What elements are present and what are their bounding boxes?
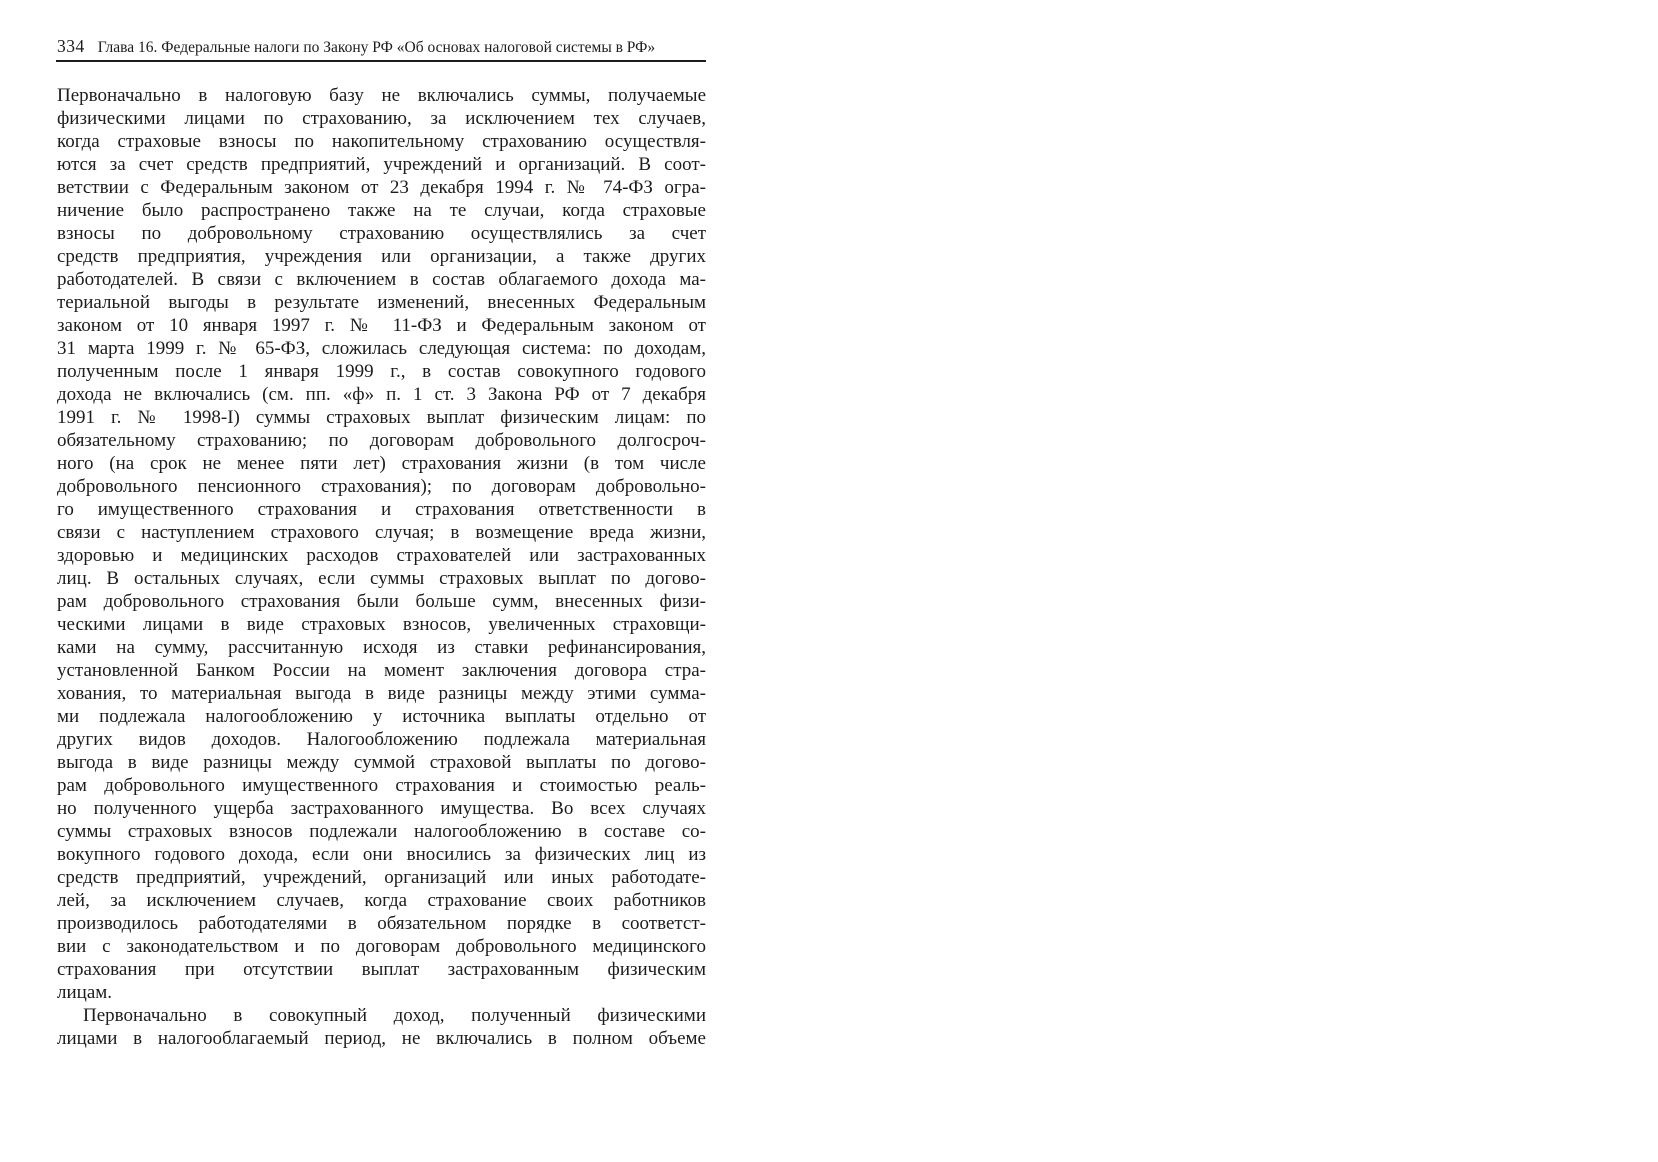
text-line: ми подлежала налогообложению у источника выплаты отдельно от — [57, 706, 706, 727]
text-line: физическими лицами по страхованию, за исключением тех случаев, — [57, 108, 706, 129]
running-head-title: Глава 16. Федеральные налоги по Закону РФ «Об основах налоговой системы в РФ» — [97, 39, 656, 56]
text-line: лиц. В остальных случаях, если суммы страховых выплат по догово- — [57, 568, 706, 589]
text-line: Первоначально в совокупный доход, полученный физическими — [83, 1005, 706, 1026]
text-line: средств предприятия, учреждения или организации, а также других — [57, 246, 706, 267]
header-rule — [56, 60, 706, 62]
text-line: хования, то материальная выгода в виде разницы между этими сумма- — [57, 683, 706, 704]
text-line: других видов доходов. Налогообложению подлежала материальная — [57, 729, 706, 750]
page-number: 334 — [57, 36, 85, 56]
text-line: териальной выгоды в результате изменений, внесенных Федеральным — [57, 292, 706, 313]
text-line: здоровью и медицинских расходов страхователей или застрахованных — [57, 545, 706, 566]
text-line: ничение было распространено также на те случаи, когда страховые — [57, 200, 706, 221]
text-line: Первоначально в налоговую базу не включались суммы, получаемые — [57, 85, 706, 106]
text-line: установленной Банком России на момент заключения договора стра- — [57, 660, 706, 681]
text-line: но полученного ущерба застрахованного имущества. Во всех случаях — [57, 798, 706, 819]
text-line: обязательному страхованию; по договорам добровольного долгосроч- — [57, 430, 706, 451]
text-line: лей, за исключением случаев, когда страхование своих работников — [57, 890, 706, 911]
text-line: вии с законодательством и по договорам добровольного медицинского — [57, 936, 706, 957]
text-line: ветствии с Федеральным законом от 23 декабря 1994 г. № 74-ФЗ огра- — [57, 177, 706, 198]
text-line: суммы страховых взносов подлежали налогообложению в составе со- — [57, 821, 706, 842]
text-line: полученным после 1 января 1999 г., в состав совокупного годового — [57, 361, 706, 382]
text-line: вокупного годового дохода, если они вносились за физических лиц из — [57, 844, 706, 865]
text-line: рам добровольного страхования были больше сумм, внесенных физи- — [57, 591, 706, 612]
text-line: добровольного пенсионного страхования); по договорам добровольно- — [57, 476, 706, 497]
text-line: связи с наступлением страхового случая; в возмещение вреда жизни, — [57, 522, 706, 543]
paragraph — [57, 1004, 706, 1050]
text-line: рам добровольного имущественного страхования и стоимостью реаль- — [57, 775, 706, 796]
text-line: ками на сумму, рассчитанную исходя из ставки рефинансирования, — [57, 637, 706, 658]
text-line: средств предприятий, учреждений, организаций или иных работодате- — [57, 867, 706, 888]
text-line: когда страховые взносы по накопительному страхованию осуществля- — [57, 131, 706, 152]
text-column — [57, 84, 706, 1050]
text-line: ческими лицами в виде страховых взносов, увеличенных страховщи- — [57, 614, 706, 635]
text-line: ются за счет средств предприятий, учреждений и организаций. В соот- — [57, 154, 706, 175]
text-line: производилось работодателями в обязательном порядке в соответст- — [57, 913, 706, 934]
text-line: страхования при отсутствии выплат застрахованным физическим — [57, 959, 706, 980]
page-header — [57, 36, 707, 57]
text-line: лицам. — [57, 982, 113, 1003]
text-line: го имущественного страхования и страхования ответственности в — [57, 499, 706, 520]
text-line: 31 марта 1999 г. № 65-ФЗ, сложилась следующая система: по доходам, — [57, 338, 706, 359]
text-line: взносы по добровольному страхованию осуществлялись за счет — [57, 223, 706, 244]
text-line: выгода в виде разницы между суммой страховой выплаты по догово- — [57, 752, 706, 773]
text-line: дохода не включались (см. пп. «ф» п. 1 ст. 3 Закона РФ от 7 декабря — [57, 384, 706, 405]
text-line: законом от 10 января 1997 г. № 11-ФЗ и Федеральным законом от — [57, 315, 706, 336]
text-line: ного (на срок не менее пяти лет) страхования жизни (в том числе — [57, 453, 706, 474]
text-line: лицами в налогооблагаемый период, не включались в полном объеме — [57, 1028, 706, 1049]
text-line: работодателей. В связи с включением в состав облагаемого дохода ма- — [57, 269, 706, 290]
paragraph — [57, 84, 706, 1004]
text-line: 1991 г. № 1998-I) суммы страховых выплат физическим лицам: по — [57, 407, 706, 428]
